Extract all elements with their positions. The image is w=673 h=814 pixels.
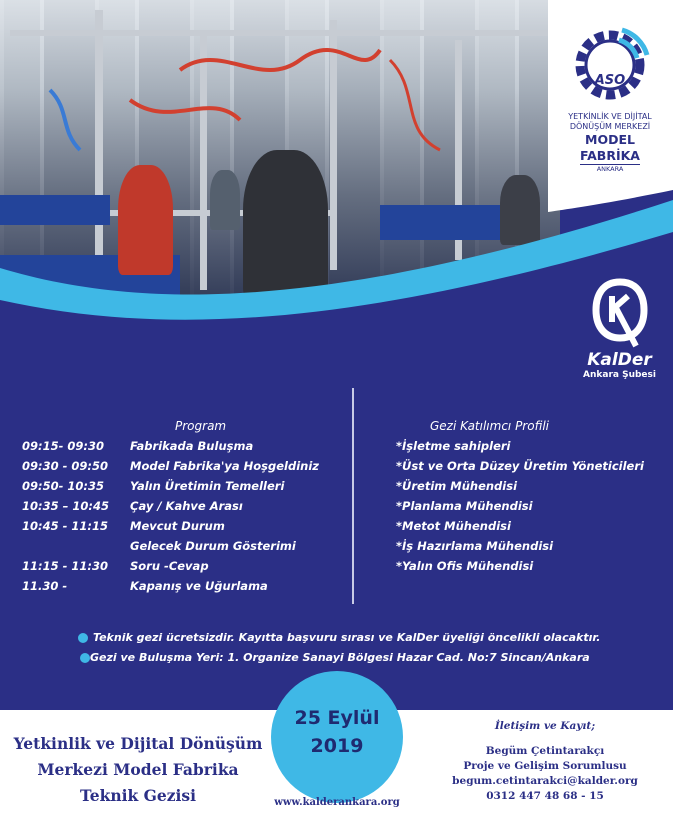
program-row (22, 479, 352, 499)
gear-icon (567, 22, 653, 108)
website-link[interactable]: www.kalderankara.org (274, 797, 400, 808)
program-row (22, 579, 352, 599)
program-label: Yalın Üretimin Temelleri (130, 479, 285, 493)
date-year: 2019 (310, 735, 364, 757)
program-time: 09:30 - 09:50 (22, 459, 108, 473)
program-time: 09:50- 10:35 (22, 479, 104, 493)
aso-line1: YETKİNLİK VE DİJİTAL (568, 112, 652, 121)
program-time: 11:15 - 11:30 (22, 559, 108, 573)
program-row (22, 459, 352, 479)
aso-mark: ASO (594, 73, 626, 88)
program-label: Kapanış ve Uğurlama (130, 579, 268, 593)
profile-item: *Üretim Mühendisi (396, 479, 518, 493)
contact-email[interactable]: begum.cetintarakci@kalder.org (452, 775, 638, 787)
kalder-branch: Ankara Şubesi (583, 370, 656, 380)
program-time: 10:45 - 11:15 (22, 519, 108, 533)
event-title-line1: Yetkinlik ve Dijital Dönüşüm (13, 734, 263, 753)
contact-heading: İletişim ve Kayıt; (494, 720, 596, 732)
column-divider (352, 388, 354, 604)
profile-item: *İş Hazırlama Mühendisi (396, 539, 554, 553)
note-location: Gezi ve Buluşma Yeri: 1. Organize Sanayi Bölgesi Hazar Cad. No:7 Sincan/Ankara (90, 651, 590, 664)
note-fee: Teknik gezi ücretsizdir. Kayıtta başvuru sırası ve KalDer üyeliği öncelikli olacaktır. (93, 631, 601, 644)
program-label: Soru -Cevap (130, 559, 209, 573)
program-row (22, 499, 352, 519)
date-circle (271, 671, 403, 803)
program-label: Çay / Kahve Arası (130, 499, 243, 513)
contact-phone: 0312 447 48 68 - 15 (486, 790, 604, 802)
kalder-q-icon (592, 278, 648, 350)
profile-list (396, 439, 666, 579)
contact-role: Proje ve Gelişim Sorumlusu (463, 760, 627, 772)
program-label: Gelecek Durum Gösterimi (130, 539, 296, 553)
program-time: 11.30 - (22, 579, 68, 593)
profile-item: *Planlama Mühendisi (396, 499, 533, 513)
program-row (22, 439, 352, 459)
program-row (22, 539, 352, 559)
aso-line3: MODEL FABRİKA (580, 132, 640, 163)
program-time: 09:15- 09:30 (22, 439, 104, 453)
program-title: Program (175, 419, 227, 433)
program-label: Model Fabrika'ya Hoşgeldiniz (130, 459, 319, 473)
program-label: Mevcut Durum (130, 519, 225, 533)
date-day-month: 25 Eylül (294, 707, 380, 729)
contact-name: Begüm Çetintarakçı (485, 745, 605, 757)
program-row (22, 519, 352, 539)
aso-logo (560, 22, 660, 174)
program-label: Fabrikada Buluşma (130, 439, 254, 453)
bullet-dot (80, 653, 90, 663)
event-title-line3: Teknik Gezisi (79, 786, 197, 805)
kalder-name: KalDer (587, 350, 652, 370)
bullet-dot (78, 633, 88, 643)
program-row (22, 559, 352, 579)
program-time: 10:35 – 10:45 (22, 499, 109, 513)
aso-line2: DÖNÜŞÜM MERKEZİ (569, 122, 651, 131)
program-list (22, 439, 352, 599)
kalder-logo (572, 278, 667, 380)
profile-item: *İşletme sahipleri (396, 439, 511, 453)
profile-item: *Metot Mühendisi (396, 519, 511, 533)
aso-line4: ANKARA (580, 164, 640, 174)
event-title-line2: Merkezi Model Fabrika (37, 760, 239, 779)
profile-item: *Üst ve Orta Düzey Üretim Yöneticileri (396, 459, 644, 473)
profile-title: Gezi Katılımcı Profili (430, 419, 549, 433)
profile-item: *Yalın Ofis Mühendisi (396, 559, 534, 573)
